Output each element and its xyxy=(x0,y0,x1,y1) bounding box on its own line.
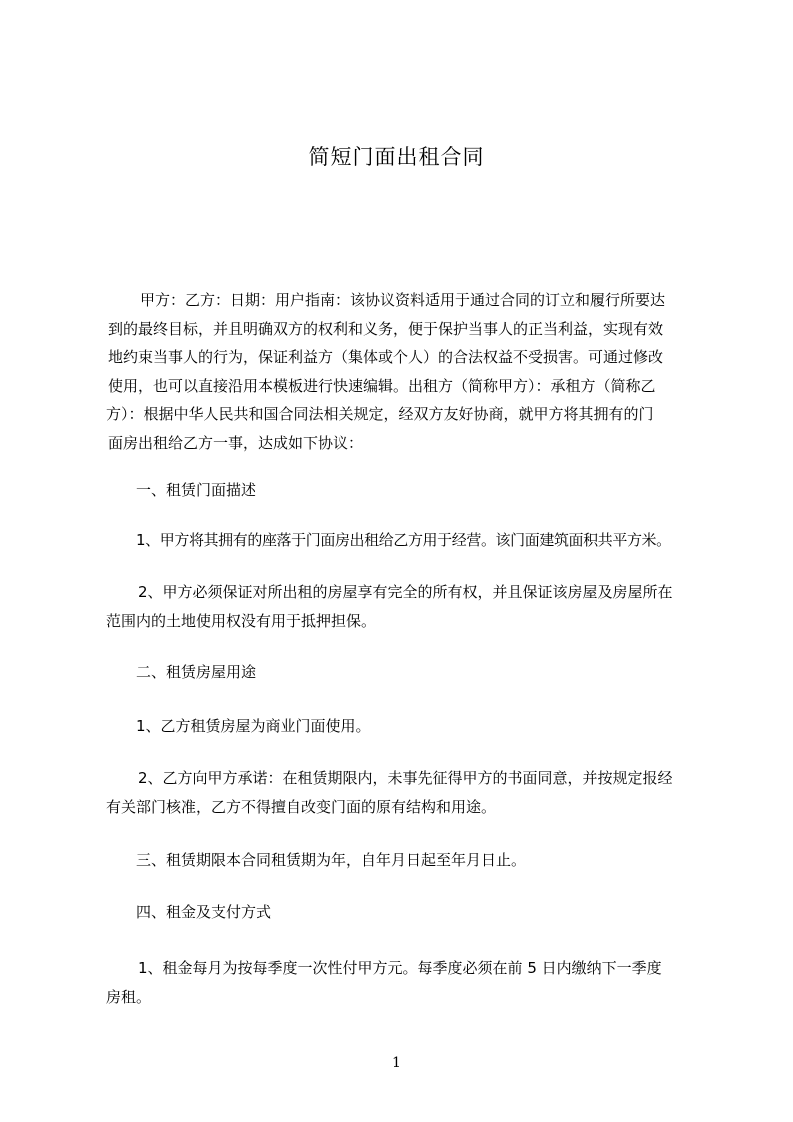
clause-2-2 xyxy=(106,764,716,821)
clause-line: 2、乙方向甲方承诺：在租赁期限内，未事先征得甲方的书面同意，并按规定报经 xyxy=(138,769,673,787)
section-heading-2: 二、租赁房屋用途 xyxy=(136,663,257,681)
intro-line: 使用，也可以直接沿用本模板进行快速编辑。出租方（简称甲方）：承租方（简称乙 xyxy=(108,376,656,395)
intro-line: 地约束当事人的行为，保证利益方（集体或个人）的合法权益不受损害。可通过修改 xyxy=(108,348,664,366)
intro-line: 甲方：乙方：日期：用户指南：该协议资料适用于通过合同的订立和履行所要达 xyxy=(140,291,666,309)
document-title: 简短门面出租合同 xyxy=(308,145,485,169)
intro-line: 面房出租给乙方一事，达成如下协议： xyxy=(108,433,364,452)
section-heading-1: 一、租赁门面描述 xyxy=(136,481,257,499)
intro-paragraph xyxy=(106,286,716,457)
intro-line: 到的最终目标，并且明确双方的权利和义务，便于保护当事人的正当利益，实现有效 xyxy=(108,319,664,338)
clause-4-1 xyxy=(106,954,716,1011)
clause-1-2 xyxy=(106,578,716,635)
clause-2-1: 1、乙方租赁房屋为商业门面使用。 xyxy=(136,717,371,735)
clause-line: 有关部门核准，乙方不得擅自改变门面的原有结构和用途。 xyxy=(106,797,497,816)
clause-line: 房租。 xyxy=(106,987,152,1006)
clause-line: 1、租金每月为按每季度一次性付甲方元。每季度必须在前 5 日内缴纳下一季度 xyxy=(138,959,662,977)
page-number: 1 xyxy=(392,1055,401,1071)
clause-line: 2、甲方必须保证对所出租的房屋享有完全的所有权，并且保证该房屋及房屋所在 xyxy=(138,583,673,601)
intro-line: 方）：根据中华人民共和国合同法相关规定，经双方友好协商，就甲方将其拥有的门 xyxy=(106,405,654,423)
clause-1-1: 1、甲方将其拥有的座落于门面房出租给乙方用于经营。该门面建筑面积共平方米。 xyxy=(136,531,671,549)
section-heading-4: 四、租金及支付方式 xyxy=(136,903,272,921)
section-3: 三、租赁期限本合同租赁期为年，自年月日起至年月日止。 xyxy=(136,851,527,869)
clause-line: 范围内的土地使用权没有用于抵押担保。 xyxy=(106,611,377,630)
